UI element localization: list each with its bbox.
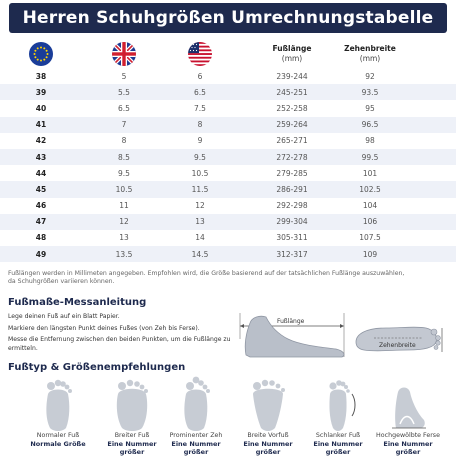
cell-toe: 102.5 (359, 184, 381, 194)
table-row (0, 133, 456, 149)
table-row (0, 84, 456, 100)
page-title: Herren Schuhgrößen Umrechnungstabelle (9, 3, 447, 33)
table-row (0, 214, 456, 230)
cell-eu: 40 (35, 103, 47, 113)
col-header-unit: (mm) (359, 54, 381, 63)
cell-toe: 107.5 (359, 233, 381, 243)
cell-eu: 49 (35, 249, 47, 259)
foot-type-normal (26, 374, 90, 448)
cell-length: 252-258 (276, 103, 308, 113)
cell-uk: 9.5 (118, 168, 130, 178)
cell-eu: 48 (35, 233, 47, 243)
cell-length: 286-291 (276, 184, 308, 194)
measure-step: Lege deinen Fuß auf ein Blatt Papier. (8, 313, 120, 320)
cell-toe: 98 (365, 136, 375, 146)
cell-uk: 10.5 (115, 184, 133, 194)
foot-type-name: Breiter Fuß (114, 432, 150, 439)
measure-step: Messe die Entfernung zwischen den beiden Punkten, um die Fußlänge zu ermitteln. (8, 336, 231, 352)
cell-us: 9.5 (194, 152, 206, 162)
cell-us: 6 (197, 71, 203, 81)
normal-foot-icon (38, 374, 78, 432)
table-row (0, 230, 456, 246)
cell-us: 9 (197, 136, 203, 146)
table-row (0, 68, 456, 84)
col-header-label: Zehenbreite (344, 44, 396, 53)
foot-type-size: Eine Nummer größer (313, 440, 363, 456)
table-row (0, 149, 456, 165)
cell-eu: 45 (35, 184, 47, 194)
cell-uk: 7 (121, 120, 127, 130)
foot-type-name: Schlanker Fuß (315, 432, 361, 439)
foot-types-title: Fußtyp & Größenempfehlungen (8, 362, 186, 373)
cell-uk: 8.5 (118, 152, 130, 162)
cell-eu: 43 (35, 152, 47, 162)
foot-type-name: Breite Vorfuß (247, 432, 289, 439)
us-flag-icon (188, 42, 212, 66)
cell-length: 239-244 (276, 71, 308, 81)
cell-toe: 104 (362, 201, 378, 211)
col-header-toe-width (338, 44, 402, 64)
cell-uk: 8 (121, 136, 127, 146)
foot-side-view-icon (236, 303, 358, 359)
cell-us: 14 (195, 233, 205, 243)
foot-type-high-arch (376, 374, 440, 456)
foot-type-size: Eine Nummer größer (107, 440, 157, 456)
cell-uk: 13 (119, 233, 129, 243)
cell-length: 312-317 (276, 249, 308, 259)
size-table (0, 68, 456, 262)
foot-type-slim (306, 374, 370, 456)
cell-toe: 106 (362, 217, 378, 227)
cell-length: 245-251 (276, 87, 308, 97)
note-line: da Schuhgrößen variieren können. (8, 278, 115, 285)
cell-uk: 6.5 (118, 103, 130, 113)
slim-foot-icon (318, 374, 358, 432)
high-arch-foot-icon (388, 374, 428, 432)
cell-us: 12 (195, 201, 205, 211)
cell-length: 305-311 (276, 233, 308, 243)
foot-type-name: Prominenter Zeh (169, 432, 223, 439)
measure-guide-title: Fußmaße-Messanleitung (8, 297, 147, 308)
col-header-label: Fußlänge (272, 44, 312, 53)
cell-us: 8 (197, 120, 203, 130)
cell-toe: 99.5 (361, 152, 379, 162)
wide-foot-icon (112, 374, 152, 432)
foot-length-label: Fußlänge (277, 318, 305, 325)
cell-toe: 93.5 (361, 87, 379, 97)
cell-us: 10.5 (191, 168, 209, 178)
cell-toe: 92 (365, 71, 375, 81)
foot-top-view-icon (350, 320, 446, 358)
cell-us: 11.5 (191, 184, 209, 194)
cell-eu: 38 (35, 71, 47, 81)
measure-step: Markiere den längsten Punkt deines Fußes (von Zeh bis Ferse). (8, 324, 200, 332)
foot-type-size: Eine Nummer größer (383, 440, 433, 456)
cell-us: 7.5 (194, 103, 206, 113)
foot-type-prominent-toe (164, 374, 228, 456)
cell-length: 279-285 (276, 168, 308, 178)
cell-eu: 47 (35, 217, 47, 227)
table-row (0, 181, 456, 197)
size-note (8, 270, 452, 286)
eu-flag-icon (29, 42, 53, 66)
cell-uk: 5 (121, 71, 127, 81)
cell-length: 272-278 (276, 152, 308, 162)
cell-toe: 109 (362, 249, 378, 259)
cell-length: 265-271 (276, 136, 308, 146)
cell-toe: 96.5 (361, 120, 379, 130)
cell-toe: 95 (365, 103, 375, 113)
cell-eu: 41 (35, 120, 47, 130)
toe-width-label: Zehenbreite (379, 342, 416, 349)
uk-flag-icon (112, 42, 136, 66)
cell-uk: 5.5 (118, 87, 130, 97)
cell-eu: 39 (35, 87, 47, 97)
table-row (0, 198, 456, 214)
table-row (0, 117, 456, 133)
prominent-toe-foot-icon (176, 374, 216, 432)
foot-type-name: Normaler Fuß (36, 432, 80, 439)
cell-uk: 13.5 (115, 249, 133, 259)
col-header-unit: (mm) (281, 54, 303, 63)
foot-type-size: Eine Nummer größer (243, 440, 293, 456)
col-header-foot-length (262, 44, 322, 64)
cell-toe: 101 (362, 168, 378, 178)
foot-type-size: Normale Größe (30, 440, 86, 448)
cell-length: 292-298 (276, 201, 308, 211)
foot-type-size: Eine Nummer größer (171, 440, 221, 456)
note-line: Fußlängen werden in Millimeten angegeben. Empfohlen wird, die Größe basierend auf der tatsächlichen Fußlänge auszuwählen, (8, 270, 405, 277)
foot-type-wide-forefoot (236, 374, 300, 456)
cell-eu: 46 (35, 201, 47, 211)
table-row (0, 246, 456, 262)
cell-length: 259-264 (276, 120, 308, 130)
cell-us: 13 (195, 217, 205, 227)
cell-eu: 44 (35, 168, 47, 178)
measure-instructions (8, 313, 233, 356)
foot-type-wide (100, 374, 164, 456)
table-row (0, 100, 456, 116)
wide-forefoot-icon (248, 374, 288, 432)
cell-length: 299-304 (276, 217, 308, 227)
cell-us: 14.5 (191, 249, 209, 259)
cell-us: 6.5 (194, 87, 206, 97)
table-row (0, 165, 456, 181)
cell-eu: 42 (35, 136, 47, 146)
foot-type-name: Hochgewölbte Ferse (376, 432, 440, 439)
cell-uk: 11 (119, 201, 129, 211)
cell-uk: 12 (119, 217, 129, 227)
